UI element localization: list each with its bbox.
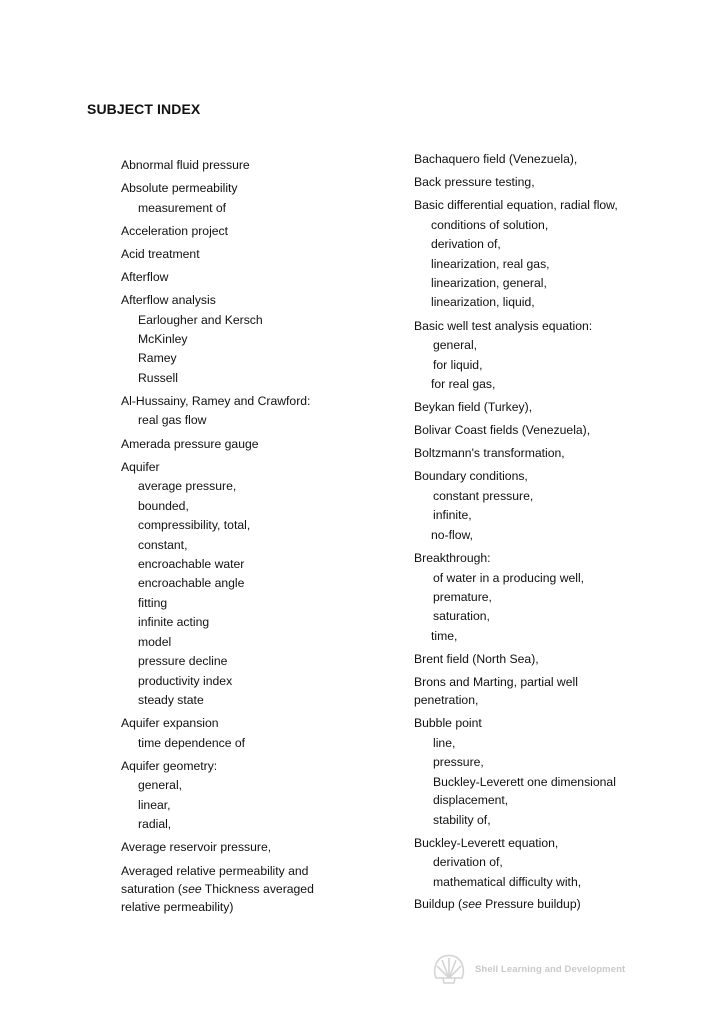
index-entry-continued: relative permeability): [121, 900, 234, 914]
entry-text: Pressure buildup): [481, 897, 581, 911]
index-entry: Al-Hussainy, Ramey and Crawford:: [121, 394, 311, 408]
index-subentry: derivation of,: [431, 237, 501, 251]
index-subentry: pressure decline: [138, 654, 228, 668]
index-subentry: fitting: [138, 596, 168, 610]
index-entry: Averaged relative permeability and: [121, 864, 309, 878]
index-subentry: constant,: [138, 538, 188, 552]
index-entry: Aquifer expansion: [121, 716, 219, 730]
index-subentry: encroachable water: [138, 557, 245, 571]
index-entry: Boltzmann's transformation,: [414, 446, 565, 460]
page-title: SUBJECT INDEX: [87, 101, 201, 117]
index-subentry: linearization, general,: [431, 276, 547, 290]
index-subentry: derivation of,: [433, 855, 503, 869]
index-entry: Absolute permeability: [121, 181, 238, 195]
index-subentry: time,: [431, 629, 458, 643]
index-subentry: linearization, liquid,: [431, 295, 535, 309]
index-subentry: constant pressure,: [433, 489, 534, 503]
index-entry: Back pressure testing,: [414, 175, 535, 189]
footer-brand: [432, 953, 625, 985]
index-subentry: encroachable angle: [138, 576, 245, 590]
index-entry: Acid treatment: [121, 247, 200, 261]
index-entry: Bolivar Coast fields (Venezuela),: [414, 423, 591, 437]
entry-text: Thickness averaged: [201, 882, 314, 896]
index-entry: Afterflow: [121, 270, 169, 284]
index-subentry: average pressure,: [138, 479, 237, 493]
index-entry: Brons and Marting, partial well: [414, 675, 578, 689]
index-subentry: time dependence of: [138, 736, 246, 750]
index-subentry: general,: [433, 338, 478, 352]
index-subentry: saturation,: [433, 609, 490, 623]
index-subentry: pressure,: [433, 755, 484, 769]
index-subentry: real gas flow: [138, 413, 207, 427]
index-subentry: McKinley: [138, 332, 188, 346]
index-entry: Buckley-Leverett equation,: [414, 836, 559, 850]
index-subentry: infinite,: [433, 508, 472, 522]
see-reference: see: [462, 897, 482, 911]
index-subentry: compressibility, total,: [138, 518, 251, 532]
index-entry: Breakthrough:: [414, 551, 491, 565]
index-subentry: measurement of: [138, 201, 227, 215]
shell-logo-icon: [432, 953, 466, 985]
index-entry-continued: penetration,: [414, 693, 479, 707]
index-subentry: no-flow,: [431, 528, 474, 542]
index-subentry: of water in a producing well,: [433, 571, 585, 585]
index-subentry: line,: [433, 736, 456, 750]
index-entry: Average reservoir pressure,: [121, 840, 272, 854]
index-subentry: Earlougher and Kersch: [138, 313, 263, 327]
index-entry: Beykan field (Turkey),: [414, 400, 533, 414]
index-subentry: Ramey: [138, 351, 177, 365]
index-subentry: Buckley-Leverett one dimensional: [433, 775, 616, 789]
index-subentry: bounded,: [138, 499, 189, 513]
index-entry: Bubble point: [414, 716, 482, 730]
index-entry: Basic well test analysis equation:: [414, 319, 593, 333]
entry-text: Buildup (: [414, 897, 463, 911]
entry-text: saturation (: [121, 882, 182, 896]
index-subentry: conditions of solution,: [431, 218, 549, 232]
index-subentry: steady state: [138, 693, 204, 707]
footer-brand-text: Shell Learning and Development: [475, 963, 626, 975]
index-entry: Amerada pressure gauge: [121, 437, 259, 451]
index-subentry: Russell: [138, 371, 178, 385]
see-reference: see: [181, 882, 202, 896]
index-entry: Acceleration project: [121, 224, 229, 238]
index-subentry: mathematical difficulty with,: [433, 875, 582, 889]
index-subentry: infinite acting: [138, 615, 210, 629]
index-entry: [414, 897, 581, 911]
index-entry: Afterflow analysis: [121, 293, 216, 307]
index-subentry: linearization, real gas,: [431, 257, 550, 271]
index-entry: Boundary conditions,: [414, 469, 528, 483]
index-subentry: linear,: [138, 798, 171, 812]
index-entry: Abnormal fluid pressure: [121, 158, 250, 172]
index-entry: Bachaquero field (Venezuela),: [414, 152, 578, 166]
index-subentry-continued: displacement,: [433, 793, 509, 807]
index-entry-continued: [121, 882, 314, 896]
index-subentry: premature,: [433, 590, 492, 604]
index-subentry: for liquid,: [433, 358, 483, 372]
index-subentry: model: [138, 635, 172, 649]
index-subentry: general,: [138, 778, 183, 792]
index-entry: Aquifer geometry:: [121, 759, 218, 773]
index-subentry: productivity index: [138, 674, 233, 688]
index-subentry: radial,: [138, 817, 172, 831]
index-subentry: for real gas,: [431, 377, 496, 391]
index-subentry: stability of,: [433, 813, 491, 827]
index-entry: Aquifer: [121, 460, 160, 474]
index-entry: Basic differential equation, radial flow,: [414, 198, 618, 212]
index-entry: Brent field (North Sea),: [414, 652, 539, 666]
